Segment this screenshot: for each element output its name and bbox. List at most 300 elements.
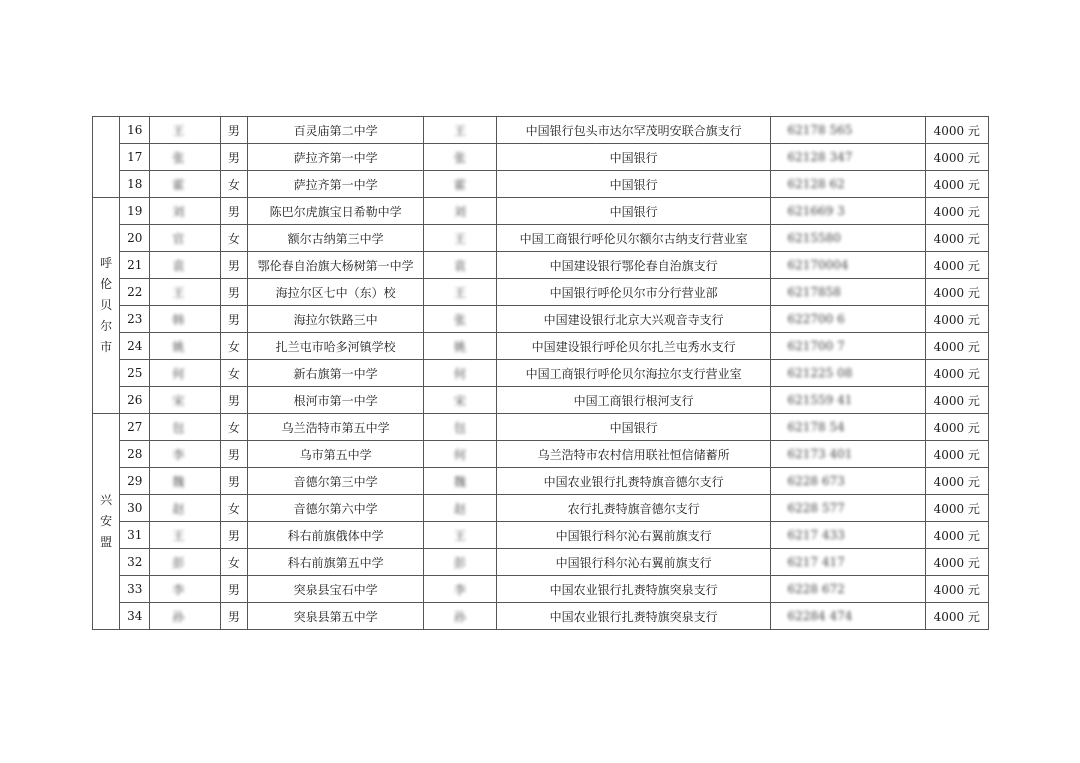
card-number-cell (771, 441, 925, 468)
gender-cell (220, 576, 247, 603)
school-cell (248, 117, 424, 144)
amount: 4000 元 (933, 447, 980, 462)
student-name-cell (150, 441, 220, 468)
student-name: 王 (172, 528, 185, 543)
card-number: 6217 433 (787, 528, 845, 542)
bank-branch-cell (496, 144, 771, 171)
row-number-cell (120, 441, 150, 468)
student-name-cell (150, 603, 220, 630)
gender-cell (220, 468, 247, 495)
guardian-name: 姚 (453, 339, 466, 354)
table-row (93, 468, 989, 495)
row-number-cell (120, 144, 150, 171)
region-label: 呼伦贝尔市 (100, 256, 113, 354)
row-number: 29 (127, 474, 143, 488)
bank-branch: 中国银行 (609, 150, 658, 165)
amount-cell (925, 171, 988, 198)
gender-cell (220, 495, 247, 522)
card-number-cell (771, 144, 925, 171)
row-number-cell (120, 360, 150, 387)
bank-branch-cell (496, 441, 771, 468)
amount: 4000 元 (933, 393, 980, 408)
student-name: 包 (172, 420, 185, 435)
row-number-cell (120, 117, 150, 144)
school: 乌市第五中学 (299, 447, 372, 462)
bank-branch: 中国工商银行根河支行 (573, 393, 694, 408)
gender-cell (220, 198, 247, 225)
row-number-cell (120, 279, 150, 306)
amount-cell (925, 468, 988, 495)
student-name-cell (150, 306, 220, 333)
card-number-cell (771, 198, 925, 225)
student-name: 宋 (172, 393, 185, 408)
gender-cell (220, 306, 247, 333)
guardian-name: 王 (453, 285, 466, 300)
school: 乌兰浩特市第五中学 (281, 420, 390, 435)
guardian-name-cell (424, 468, 496, 495)
gender-cell (220, 171, 247, 198)
bank-branch-cell (496, 468, 771, 495)
gender-cell (220, 279, 247, 306)
guardian-name: 霍 (453, 177, 466, 192)
guardian-name-cell (424, 522, 496, 549)
table-row (93, 522, 989, 549)
row-number-cell (120, 549, 150, 576)
table-row (93, 549, 989, 576)
school-cell (248, 603, 424, 630)
student-name: 李 (172, 447, 185, 462)
card-number: 6217858 (787, 285, 841, 299)
bank-branch-cell (496, 387, 771, 414)
row-number: 21 (127, 258, 143, 272)
student-name: 赵 (172, 501, 185, 516)
student-name: 何 (172, 366, 185, 381)
table-row (93, 576, 989, 603)
school: 海拉尔铁路三中 (293, 312, 378, 327)
bank-branch: 中国工商银行呼伦贝尔额尔古纳支行营业室 (519, 231, 748, 246)
student-name-cell (150, 360, 220, 387)
guardian-name: 张 (453, 312, 466, 327)
table-body (93, 117, 989, 630)
bank-branch: 中国工商银行呼伦贝尔海拉尔支行营业室 (525, 366, 742, 381)
school-cell (248, 576, 424, 603)
student-name: 王 (172, 123, 185, 138)
row-number-cell (120, 252, 150, 279)
card-number: 62128 62 (787, 177, 845, 191)
card-number-cell (771, 252, 925, 279)
amount-cell (925, 360, 988, 387)
student-name: 张 (172, 150, 185, 165)
guardian-name: 王 (453, 528, 466, 543)
recipient-table (92, 116, 989, 630)
amount: 4000 元 (933, 501, 980, 516)
card-number: 62178 565 (787, 123, 853, 137)
card-number: 62173 401 (787, 447, 853, 461)
bank-branch: 中国银行科尔沁右翼前旗支行 (555, 528, 712, 543)
gender: 女 (227, 420, 240, 435)
guardian-name-cell (424, 279, 496, 306)
student-name-cell (150, 495, 220, 522)
school-cell (248, 198, 424, 225)
school-cell (248, 522, 424, 549)
row-number: 20 (127, 231, 143, 245)
bank-branch-cell (496, 603, 771, 630)
row-number: 33 (127, 582, 143, 596)
bank-branch-cell (496, 306, 771, 333)
card-number: 62178 54 (787, 420, 845, 434)
bank-branch-cell (496, 414, 771, 441)
guardian-name-cell (424, 387, 496, 414)
school-cell (248, 144, 424, 171)
card-number-cell (771, 495, 925, 522)
student-name-cell (150, 279, 220, 306)
gender: 女 (227, 177, 240, 192)
school: 科右前旗俄体中学 (287, 528, 384, 543)
card-number-cell (771, 468, 925, 495)
school-cell (248, 495, 424, 522)
table-row (93, 252, 989, 279)
amount: 4000 元 (933, 528, 980, 543)
gender: 男 (227, 204, 240, 219)
gender-cell (220, 522, 247, 549)
guardian-name-cell (424, 171, 496, 198)
amount-cell (925, 603, 988, 630)
guardian-name-cell (424, 549, 496, 576)
card-number: 6228 673 (787, 474, 845, 488)
student-name-cell (150, 576, 220, 603)
table-row (93, 144, 989, 171)
bank-branch: 中国银行 (609, 420, 658, 435)
student-name-cell (150, 225, 220, 252)
row-number-cell (120, 603, 150, 630)
card-number-cell (771, 576, 925, 603)
card-number: 621669 3 (787, 204, 845, 218)
gender-cell (220, 414, 247, 441)
school-cell (248, 333, 424, 360)
school-cell (248, 387, 424, 414)
guardian-name-cell (424, 441, 496, 468)
guardian-name-cell (424, 333, 496, 360)
bank-branch-cell (496, 171, 771, 198)
student-name-cell (150, 171, 220, 198)
row-number: 22 (127, 285, 143, 299)
gender: 男 (227, 582, 240, 597)
school: 额尔古纳第三中学 (287, 231, 384, 246)
bank-branch: 中国农业银行扎赉特旗突泉支行 (549, 609, 718, 624)
amount-cell (925, 198, 988, 225)
card-number: 621225 08 (787, 366, 853, 380)
guardian-name: 魏 (453, 474, 466, 489)
school: 科右前旗第五中学 (287, 555, 384, 570)
guardian-name-cell (424, 495, 496, 522)
student-name-cell (150, 252, 220, 279)
guardian-name: 王 (453, 231, 466, 246)
amount-cell (925, 441, 988, 468)
guardian-name-cell (424, 144, 496, 171)
school: 扎兰屯市哈多河镇学校 (275, 339, 396, 354)
amount: 4000 元 (933, 555, 980, 570)
guardian-name-cell (424, 117, 496, 144)
row-number: 28 (127, 447, 143, 461)
student-name: 彭 (172, 555, 185, 570)
amount: 4000 元 (933, 123, 980, 138)
student-name-cell (150, 144, 220, 171)
amount-cell (925, 117, 988, 144)
amount-cell (925, 225, 988, 252)
student-name-cell (150, 414, 220, 441)
amount: 4000 元 (933, 420, 980, 435)
guardian-name: 王 (453, 123, 466, 138)
table-row (93, 441, 989, 468)
card-number-cell (771, 603, 925, 630)
bank-branch-cell (496, 117, 771, 144)
bank-branch: 中国银行 (609, 177, 658, 192)
bank-branch: 乌兰浩特市农村信用联社恒信储蓄所 (537, 447, 730, 462)
table-row (93, 414, 989, 441)
row-number-cell (120, 468, 150, 495)
bank-branch: 中国银行包头市达尔罕茂明安联合旗支行 (525, 123, 742, 138)
bank-branch-cell (496, 252, 771, 279)
card-number: 6228 672 (787, 582, 845, 596)
amount-cell (925, 576, 988, 603)
guardian-name: 彭 (453, 555, 466, 570)
bank-branch-cell (496, 333, 771, 360)
amount: 4000 元 (933, 582, 980, 597)
card-number-cell (771, 549, 925, 576)
table-row (93, 279, 989, 306)
table-row (93, 117, 989, 144)
guardian-name-cell (424, 603, 496, 630)
card-number-cell (771, 360, 925, 387)
amount-cell (925, 522, 988, 549)
guardian-name: 袁 (453, 258, 466, 273)
card-number-cell (771, 225, 925, 252)
student-name-cell (150, 522, 220, 549)
row-number: 16 (127, 123, 143, 137)
school: 音德尔第六中学 (293, 501, 378, 516)
row-number: 19 (127, 204, 143, 218)
guardian-name-cell (424, 414, 496, 441)
gender-cell (220, 225, 247, 252)
gender: 男 (227, 393, 240, 408)
amount-cell (925, 279, 988, 306)
gender-cell (220, 144, 247, 171)
row-number: 24 (127, 339, 143, 353)
school: 根河市第一中学 (293, 393, 378, 408)
amount-cell (925, 144, 988, 171)
school: 新右旗第一中学 (293, 366, 378, 381)
amount-cell (925, 306, 988, 333)
bank-branch-cell (496, 549, 771, 576)
gender: 男 (227, 258, 240, 273)
amount-cell (925, 252, 988, 279)
card-number: 621700 7 (787, 339, 845, 353)
gender-cell (220, 549, 247, 576)
gender: 女 (227, 339, 240, 354)
row-number: 18 (127, 177, 143, 191)
guardian-name-cell (424, 306, 496, 333)
school-cell (248, 414, 424, 441)
school-cell (248, 360, 424, 387)
region-cell (93, 198, 120, 414)
school: 突泉县宝石中学 (293, 582, 378, 597)
amount: 4000 元 (933, 258, 980, 273)
gender: 男 (227, 285, 240, 300)
row-number: 25 (127, 366, 143, 380)
table-row (93, 360, 989, 387)
student-name: 韩 (172, 312, 185, 327)
gender-cell (220, 387, 247, 414)
school: 音德尔第三中学 (293, 474, 378, 489)
school-cell (248, 468, 424, 495)
card-number: 62128 347 (787, 150, 853, 164)
row-number-cell (120, 171, 150, 198)
bank-branch: 农行扎赉特旗音德尔支行 (567, 501, 700, 516)
guardian-name-cell (424, 225, 496, 252)
guardian-name-cell (424, 252, 496, 279)
school-cell (248, 549, 424, 576)
row-number: 23 (127, 312, 143, 326)
amount-cell (925, 387, 988, 414)
bank-branch: 中国建设银行呼伦贝尔扎兰屯秀水支行 (531, 339, 736, 354)
bank-branch-cell (496, 198, 771, 225)
card-number-cell (771, 414, 925, 441)
student-name-cell (150, 198, 220, 225)
table-row (93, 495, 989, 522)
card-number-cell (771, 306, 925, 333)
guardian-name: 何 (453, 447, 466, 462)
row-number-cell (120, 522, 150, 549)
amount: 4000 元 (933, 177, 980, 192)
gender: 男 (227, 447, 240, 462)
region-label: 兴安盟 (100, 493, 113, 549)
school-cell (248, 252, 424, 279)
row-number-cell (120, 414, 150, 441)
bank-branch: 中国银行 (609, 204, 658, 219)
table-row (93, 387, 989, 414)
amount: 4000 元 (933, 204, 980, 219)
card-number: 6228 577 (787, 501, 845, 515)
student-name-cell (150, 387, 220, 414)
guardian-name: 张 (453, 150, 466, 165)
guardian-name: 宋 (453, 393, 466, 408)
guardian-name: 李 (453, 582, 466, 597)
gender: 女 (227, 501, 240, 516)
row-number-cell (120, 333, 150, 360)
card-number-cell (771, 117, 925, 144)
row-number: 27 (127, 420, 143, 434)
region-cell (93, 414, 120, 630)
school: 陈巴尔虎旗宝日希勒中学 (269, 204, 402, 219)
guardian-name-cell (424, 576, 496, 603)
table-row (93, 333, 989, 360)
amount: 4000 元 (933, 366, 980, 381)
gender: 男 (227, 474, 240, 489)
card-number: 62284 474 (787, 609, 853, 623)
student-name: 霍 (172, 177, 185, 192)
guardian-name: 刘 (453, 204, 466, 219)
gender: 男 (227, 528, 240, 543)
bank-branch-cell (496, 360, 771, 387)
amount: 4000 元 (933, 285, 980, 300)
amount: 4000 元 (933, 474, 980, 489)
card-number-cell (771, 387, 925, 414)
guardian-name: 赵 (453, 501, 466, 516)
school: 萨拉齐第一中学 (293, 150, 378, 165)
school-cell (248, 306, 424, 333)
row-number-cell (120, 387, 150, 414)
school-cell (248, 171, 424, 198)
student-name: 姚 (172, 339, 185, 354)
gender: 男 (227, 150, 240, 165)
student-name: 李 (172, 582, 185, 597)
student-name: 孙 (172, 609, 185, 624)
student-name-cell (150, 117, 220, 144)
table-row (93, 306, 989, 333)
bank-branch: 中国建设银行北京大兴观音寺支行 (543, 312, 724, 327)
bank-branch: 中国农业银行扎赉特旗突泉支行 (549, 582, 718, 597)
card-number-cell (771, 522, 925, 549)
amount: 4000 元 (933, 339, 980, 354)
gender-cell (220, 603, 247, 630)
gender-cell (220, 441, 247, 468)
card-number: 621559 41 (787, 393, 853, 407)
bank-branch-cell (496, 495, 771, 522)
school: 突泉县第五中学 (293, 609, 378, 624)
amount: 4000 元 (933, 312, 980, 327)
student-name-cell (150, 333, 220, 360)
row-number-cell (120, 306, 150, 333)
card-number: 62170004 (787, 258, 849, 272)
row-number: 30 (127, 501, 143, 515)
amount: 4000 元 (933, 150, 980, 165)
gender: 女 (227, 231, 240, 246)
gender-cell (220, 117, 247, 144)
bank-branch: 中国银行科尔沁右翼前旗支行 (555, 555, 712, 570)
card-number: 6215580 (787, 231, 841, 245)
row-number: 26 (127, 393, 143, 407)
bank-branch: 中国建设银行鄂伦春自治旗支行 (549, 258, 718, 273)
gender: 男 (227, 609, 240, 624)
amount-cell (925, 333, 988, 360)
student-name: 魏 (172, 474, 185, 489)
school: 海拉尔区七中（东）校 (275, 285, 396, 300)
gender-cell (220, 333, 247, 360)
school-cell (248, 279, 424, 306)
row-number-cell (120, 495, 150, 522)
school: 萨拉齐第一中学 (293, 177, 378, 192)
student-name: 袁 (172, 258, 185, 273)
school-cell (248, 225, 424, 252)
card-number: 6217 417 (787, 555, 845, 569)
table-row (93, 198, 989, 225)
school: 百灵庙第二中学 (293, 123, 378, 138)
gender: 男 (227, 123, 240, 138)
region-cell (93, 117, 120, 198)
gender: 男 (227, 312, 240, 327)
bank-branch-cell (496, 576, 771, 603)
student-name: 刘 (172, 204, 185, 219)
guardian-name-cell (424, 360, 496, 387)
student-name-cell (150, 549, 220, 576)
student-name: 王 (172, 285, 185, 300)
bank-branch: 中国银行呼伦贝尔市分行营业部 (549, 285, 718, 300)
bank-branch: 中国农业银行扎赉特旗音德尔支行 (543, 474, 724, 489)
row-number: 31 (127, 528, 143, 542)
row-number-cell (120, 576, 150, 603)
guardian-name: 何 (453, 366, 466, 381)
card-number-cell (771, 279, 925, 306)
